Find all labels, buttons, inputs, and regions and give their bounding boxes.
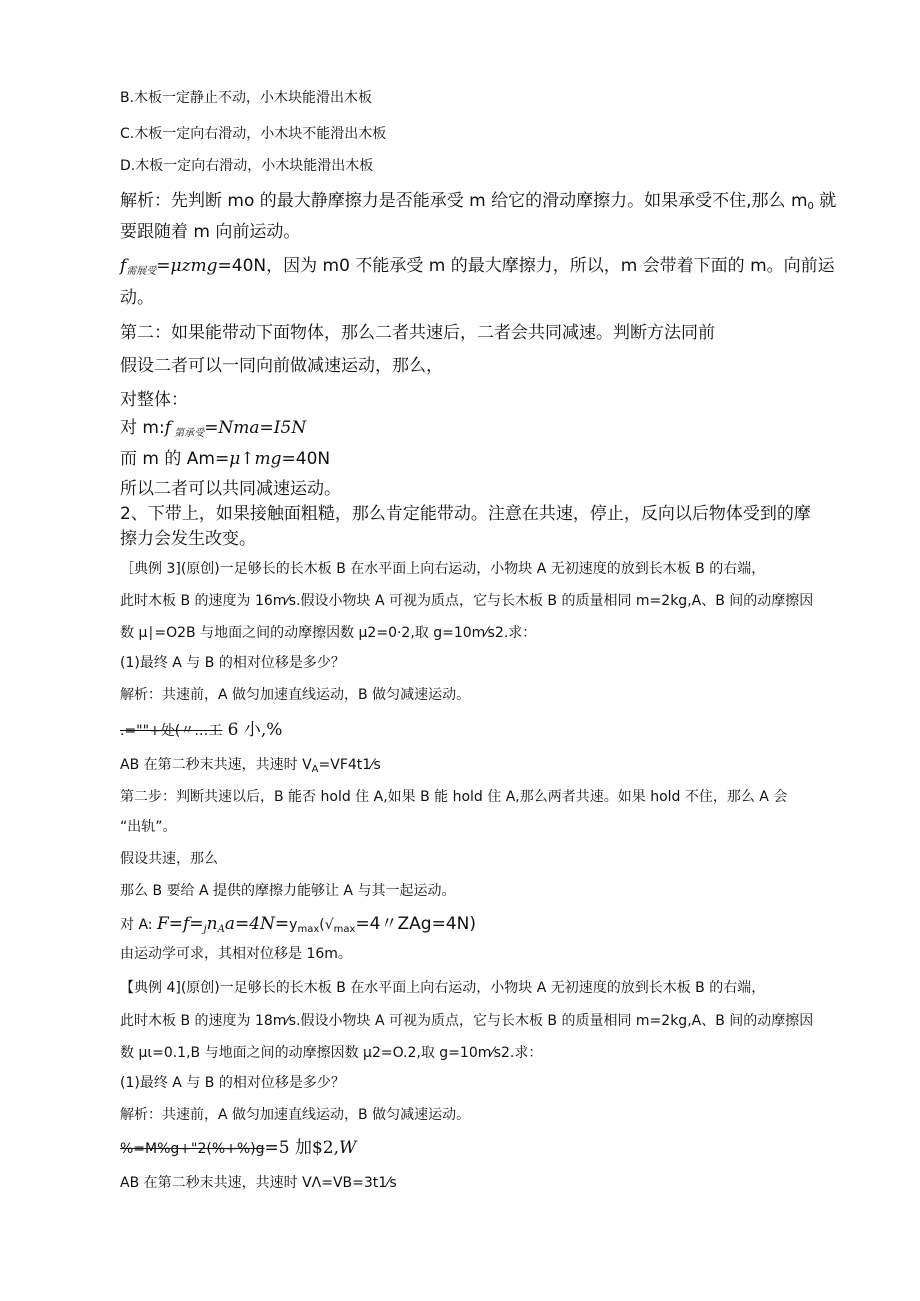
example-4-common-speed: AB 在第二秒末共速，共速时 VΛ=VB=3t1⁄s <box>120 1175 397 1191</box>
assume-line: 假设二者可以一同向前做减速运动，那么， <box>120 356 443 376</box>
analysis-1-line-2: 要跟随着 m 向前运动。 <box>120 222 301 242</box>
then-b-line: 那么 B 要给 A 提供的摩擦力能够让 A 与其一起运动。 <box>120 883 456 899</box>
example-3-garbled-formula: .=""+处(〃…工 6 小,% <box>120 720 283 740</box>
step-2-line-1: 第二步：判断共速以后，B 能否 hold 住 A,如果 B 能 hold 住 A,那么两者共速。如果 hold 不住，那么 A 会 <box>120 789 788 805</box>
friction-formula-line-2: 动。 <box>120 288 154 308</box>
example-4-line-3: 数 μι=0.1,B 与地面之间的动摩擦因数 μ2=O.2,取 g=10m⁄s2.求： <box>120 1045 543 1061</box>
option-d: D.木板一定向右滑动，小木块能滑出木板 <box>120 158 374 174</box>
example-3-question: (1)最终 A 与 B 的相对位移是多少？ <box>120 655 345 671</box>
step-2-line-2: “出轨”。 <box>120 819 177 835</box>
example-4-question: (1)最终 A 与 B 的相对位移是多少？ <box>120 1075 345 1091</box>
assume-common-speed: 假设共速，那么 <box>120 851 218 867</box>
example-4-line-2: 此时木板 B 的速度为 18m⁄s.假设小物块 A 可视为质点，它与长木板 B 的质量相同 m=2kg,A、B 间的动摩擦因 <box>120 1013 814 1029</box>
friction-formula-line: $f_{需展受}=\mu zmg=40N$，因为 m0 不能承受 m 的最大摩擦力，所以，m 会带着下面的 m。向前运 <box>120 256 835 277</box>
to-a-line: 对 A: $F=f=_jn_Aa=4N=y_{max}(√_{max}=4$〃ZAg=4N) <box>120 914 476 935</box>
point-2-line-2: 擦力会发生改变。 <box>120 529 256 549</box>
er-m-line: 而 m 的 Am=μ↑mg=40N <box>120 449 331 469</box>
example-3-common-speed: AB 在第二秒末共速，共速时 $V_A=VF4t1⁄s$ <box>120 757 381 775</box>
example-4-garbled-formula: %=M%g+"2(%+%)g=5 加$2,W <box>120 1138 357 1158</box>
example-4-line-1: 【典例 4](原创)一足够长的长木板 B 在水平面上向右运动，小物块 A 无初速度的放到长木板 B 的右端， <box>120 980 766 996</box>
example-3-analysis: 解析：共速前，A 做匀加速直线运动，B 做匀减速运动。 <box>120 687 471 703</box>
analysis-1-line-1: 解析：先判断 mo 的最大静摩擦力是否能承受 m 给它的滑动摩擦力。如果承受不住,那么 $m_0$ 就 <box>120 191 837 212</box>
conclusion-line: 所以二者可以共同减速运动。 <box>120 479 341 499</box>
option-b: B.木板一定静止不动，小木块能滑出木板 <box>120 90 373 106</box>
example-4-analysis: 解析：共速前，A 做匀加速直线运动，B 做匀减速运动。 <box>120 1107 471 1123</box>
to-m-line: 对 m:f $_{第承受}$=Nma=I5N <box>120 418 307 439</box>
option-c: C.木板一定向右滑动，小木块不能滑出木板 <box>120 126 387 142</box>
point-2-line-1: 2、下带上，如果接触面粗糙，那么肯定能带动。注意在共速，停止，反向以后物体受到的摩 <box>120 504 811 524</box>
kinematics-line: 由运动学可求，其相对位移是 16m。 <box>120 946 352 962</box>
example-3-line-2: 此时木板 B 的速度为 16m⁄s.假设小物块 A 可视为质点，它与长木板 B 的质量相同 m=2kg,A、B 间的动摩擦因 <box>120 593 814 609</box>
example-3-line-1: ［典例 3](原创)一足够长的长木板 B 在水平面上向右运动，小物块 A 无初速度的放到长木板 B 的右端， <box>120 561 766 577</box>
whole-line: 对整体： <box>120 390 188 410</box>
second-point: 第二：如果能带动下面物体，那么二者共速后，二者会共同减速。判断方法同前 <box>120 323 715 343</box>
example-3-line-3: 数 μ∣=O2B 与地面之间的动摩擦因数 μ2=0·2,取 g=10m⁄s2.求： <box>120 625 537 641</box>
